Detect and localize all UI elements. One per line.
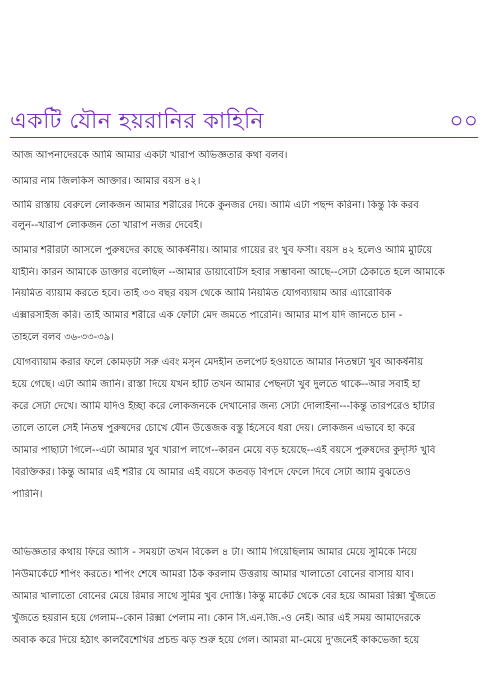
page-number: ০০ bbox=[449, 109, 478, 134]
text-line: তাহলে বলব ৩৬-৩৩-৩৯। bbox=[12, 332, 114, 343]
text-line: নিউমার্কেটে শপিং করতে। শপিং শেষে আমরা ঠিক করলাম উত্তরায় আমার খালাতো বোনের বাসায় যাব। bbox=[12, 569, 414, 580]
text-line: নিয়মিত ব্যায়াম করতে হবে। তাই ৩৩ বছর বয়স থেকে আমি নিয়মিত যোগব্যায়াম আর এ্যারোবিক bbox=[12, 288, 392, 299]
text-line: তালে তালে সেই নিতম্ব পুরুষদের চোখে যৌন উত্তেজক বস্তু হিসেবে ধরা দেয়। লোকজন এভাবে হা করে bbox=[12, 423, 416, 434]
text-line: আমার শরীরটা আসলে পুরুষদের কাছে আকর্ষনীয়। আমার গায়ের রং খুব ফর্সা। বয়স ৪২ হলেও আমি মুটিয়ে bbox=[12, 245, 433, 256]
text-line: আজ আপনাদেরকে আমি আমার একটা খারাপ অভিজ্ঞতার কথা বলব। bbox=[12, 150, 288, 161]
text-line: আমার খালাতো বোনের মেয়ে রিমার সাথে সুমির খুব দোস্তি। কিন্তু মার্কেট থেকে বের হয়ে আমরা রিক্সা খুঁজতে bbox=[12, 591, 436, 602]
text-line: অবাক করে দিয়ে হঠাৎ কালবৈশেখির প্রচন্ড ঝড় শুরু হয়ে গেল। আমরা মা-মেয়ে দু'জনেই কাকভেজা হয়ে bbox=[12, 635, 420, 646]
page-title: একটি যৌন হয়রানির কাহিনি bbox=[10, 109, 264, 134]
text-line: যোগব্যায়াম করার ফলে কোমড়টা সরু এবং মসৃন মেদহীন তলপেট হওয়াতে আমার নিতম্বটা খুব আকর্ষনীয় bbox=[12, 357, 424, 368]
text-line: বিরক্তিকর। কিন্তু আমার এই শরীর যে আমার এই বয়সে কতবড় বিপদে ফেলে দিবে সেটা আমি বুঝতেও bbox=[12, 467, 411, 478]
text-line: এক্সারসাইজ করি। তাই আমার শরীরে এক ফোঁটা মেদ জমতে পারেনি। আমার মাপ যদি জানতে চান - bbox=[12, 310, 403, 321]
title-row bbox=[10, 104, 478, 134]
text-line: বলুন--খারাপ লোকজন তো খারাপ নজর দেবেই। bbox=[12, 220, 203, 231]
text-line: আমার পাছাটা গিলে--এটা আমার খুব খারাপ লাগে--কারন মেয়ে বড় হয়েছে--এই বয়সে পুরুষদের কুদৃস্টি খুবি bbox=[12, 445, 436, 456]
text-line: আমি রাস্তায় বেরুলে লোকজন আমার শরীরের দিকে কুনজর দেয়। আমি এটা পছন্দ করিনা। কিন্তু কি করব bbox=[12, 200, 419, 211]
text-line: খুঁজতে হয়রান হয়ে গেলাম--কোন রিক্সা পেলাম না। কোন সি.এন.জি.-ও নেই। আর এই সময় আমাদেরকে bbox=[12, 613, 421, 624]
text-line: করে সেটা দেখে। আমি যদিও ইচ্ছা করে লোকজনকে দেখানোর জন্য সেটা দোলাইনা---কিন্তু তারপরেও হাঁটার bbox=[12, 401, 435, 412]
text-line: পারিনি। bbox=[12, 489, 43, 500]
text-line: হয়ে গেছে। এটা আমি জানি। রাস্তা দিয়ে যখন হাঁটি তখন আমার পেছনটা খুব দুলতে থাকে--আর সবাই হা bbox=[12, 379, 421, 390]
title-underline bbox=[10, 137, 478, 138]
text-line: অভিজ্ঞতার কথায় ফিরে আসি - সময়টা তখন বিকেল ৪ টা। আমি গিয়েছিলাম আমার মেয়ে সুমিকে নিয়ে bbox=[12, 547, 417, 558]
text-line: আমার নাম জিলকিস আক্তার। আমার বয়স ৪২। bbox=[12, 176, 201, 187]
text-line: যাইনি। কারন আমাকে ডাক্তার বলেছিল --আমার ডায়াবেটিস হবার সম্ভাবনা আছে--সেটা ঠেকাতে হলে আমাকে bbox=[12, 267, 445, 278]
